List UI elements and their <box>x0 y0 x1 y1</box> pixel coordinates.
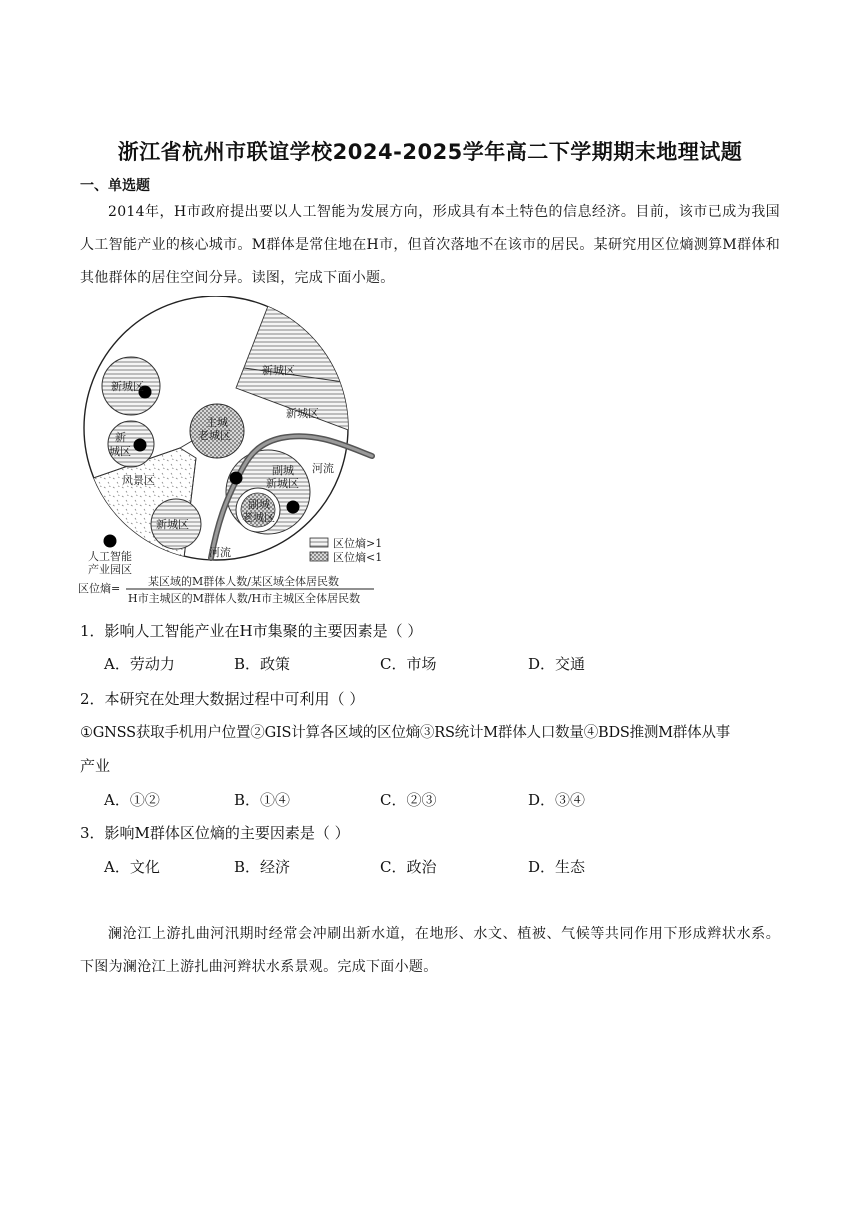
passage-1: 2014年，H市政府提出要以人工智能为发展方向，形成具有本土特色的信息经济。目前，该市已成为我国人工智能产业的核心城市。M群体是常住地在H市，但首次落地不在该市的居民。某研究用区位熵测算M群体和其他群体的居住空间分异。读图，完成下面小题。 <box>80 204 780 286</box>
label-main-old-a: 主城 <box>206 416 228 429</box>
option-d[interactable]: D．生态 <box>528 858 586 876</box>
option-d[interactable]: D．交通 <box>528 655 586 673</box>
label-ne-new-2: 新城区 <box>286 407 319 420</box>
section-heading: 一、单选题 <box>80 178 150 194</box>
new-city-circle-2 <box>108 421 154 467</box>
label-new-city-2b: 城区 <box>109 445 131 458</box>
ai-park-dot <box>104 535 117 548</box>
label-sub-new-a: 副城 <box>272 464 294 477</box>
label-new-city-2a: 新 <box>115 431 126 444</box>
urban-zoning-map <box>76 296 386 608</box>
label-ne-new-1: 新城区 <box>262 364 295 377</box>
label-sub-new-b: 新城区 <box>266 477 299 490</box>
page-title: 浙江省杭州市联谊学校2024-2025学年高二下学期期末地理试题 <box>117 140 743 164</box>
label-new-city-1: 新城区 <box>111 380 144 393</box>
formula-numerator: 某区域的M群体人数/某区域全体居民数 <box>148 575 339 588</box>
label-sub-old-a: 副城 <box>248 498 270 511</box>
option-a[interactable]: A．①② <box>104 791 160 809</box>
option-c[interactable]: C．②③ <box>380 791 437 809</box>
label-scenic: 风景区 <box>122 474 155 487</box>
label-sub-old-b: 老城区 <box>242 511 275 524</box>
legend-gt: 区位熵>1 <box>333 537 383 550</box>
option-a[interactable]: A．劳动力 <box>104 655 175 673</box>
label-river-2: 河流 <box>209 546 231 559</box>
question-2-statements: ①GNSS获取手机用户位置②GIS计算各区域的区位熵③RS统计M群体人口数量④BDS推测M群体从事 <box>80 725 731 741</box>
formula-denominator: H市主城区的M群体人数/H市主城区全体居民数 <box>128 592 361 605</box>
option-d[interactable]: D．③④ <box>528 791 586 809</box>
question-1-stem: 1．影响人工智能产业在H市集聚的主要因素是（ ） <box>80 622 423 640</box>
label-river-1: 河流 <box>312 462 334 475</box>
label-new-city-3: 新城区 <box>156 518 189 531</box>
legend-lt: 区位熵<1 <box>333 551 383 564</box>
question-3-stem: 3．影响M群体区位熵的主要因素是（ ） <box>80 824 350 842</box>
formula-label: 区位熵= <box>78 582 121 595</box>
question-2-statements-cont: 产业 <box>80 757 111 775</box>
label-ai-park-b: 产业园区 <box>88 563 132 576</box>
ai-park-dot <box>230 472 243 485</box>
ai-park-dot <box>134 439 147 452</box>
ai-park-dot <box>287 501 300 514</box>
option-b[interactable]: B．①④ <box>234 791 291 809</box>
option-b[interactable]: B．政策 <box>234 655 291 673</box>
question-2-stem: 2．本研究在处理大数据过程中可利用（ ） <box>80 690 365 708</box>
label-ai-park-a: 人工智能 <box>88 550 132 563</box>
option-a[interactable]: A．文化 <box>104 858 160 876</box>
legend-swatch-lt <box>310 552 328 561</box>
passage-2: 澜沧江上游扎曲河汛期时经常会冲刷出新水道，在地形、水文、植被、气候等共同作用下形成辫状水系。下图为澜沧江上游扎曲河辫状水系景观。完成下面小题。 <box>80 926 780 975</box>
label-main-old-b: 老城区 <box>198 429 231 442</box>
option-c[interactable]: C．政治 <box>380 858 437 876</box>
option-b[interactable]: B．经济 <box>234 858 291 876</box>
option-c[interactable]: C．市场 <box>380 655 437 673</box>
legend-swatch-gt <box>310 538 328 547</box>
